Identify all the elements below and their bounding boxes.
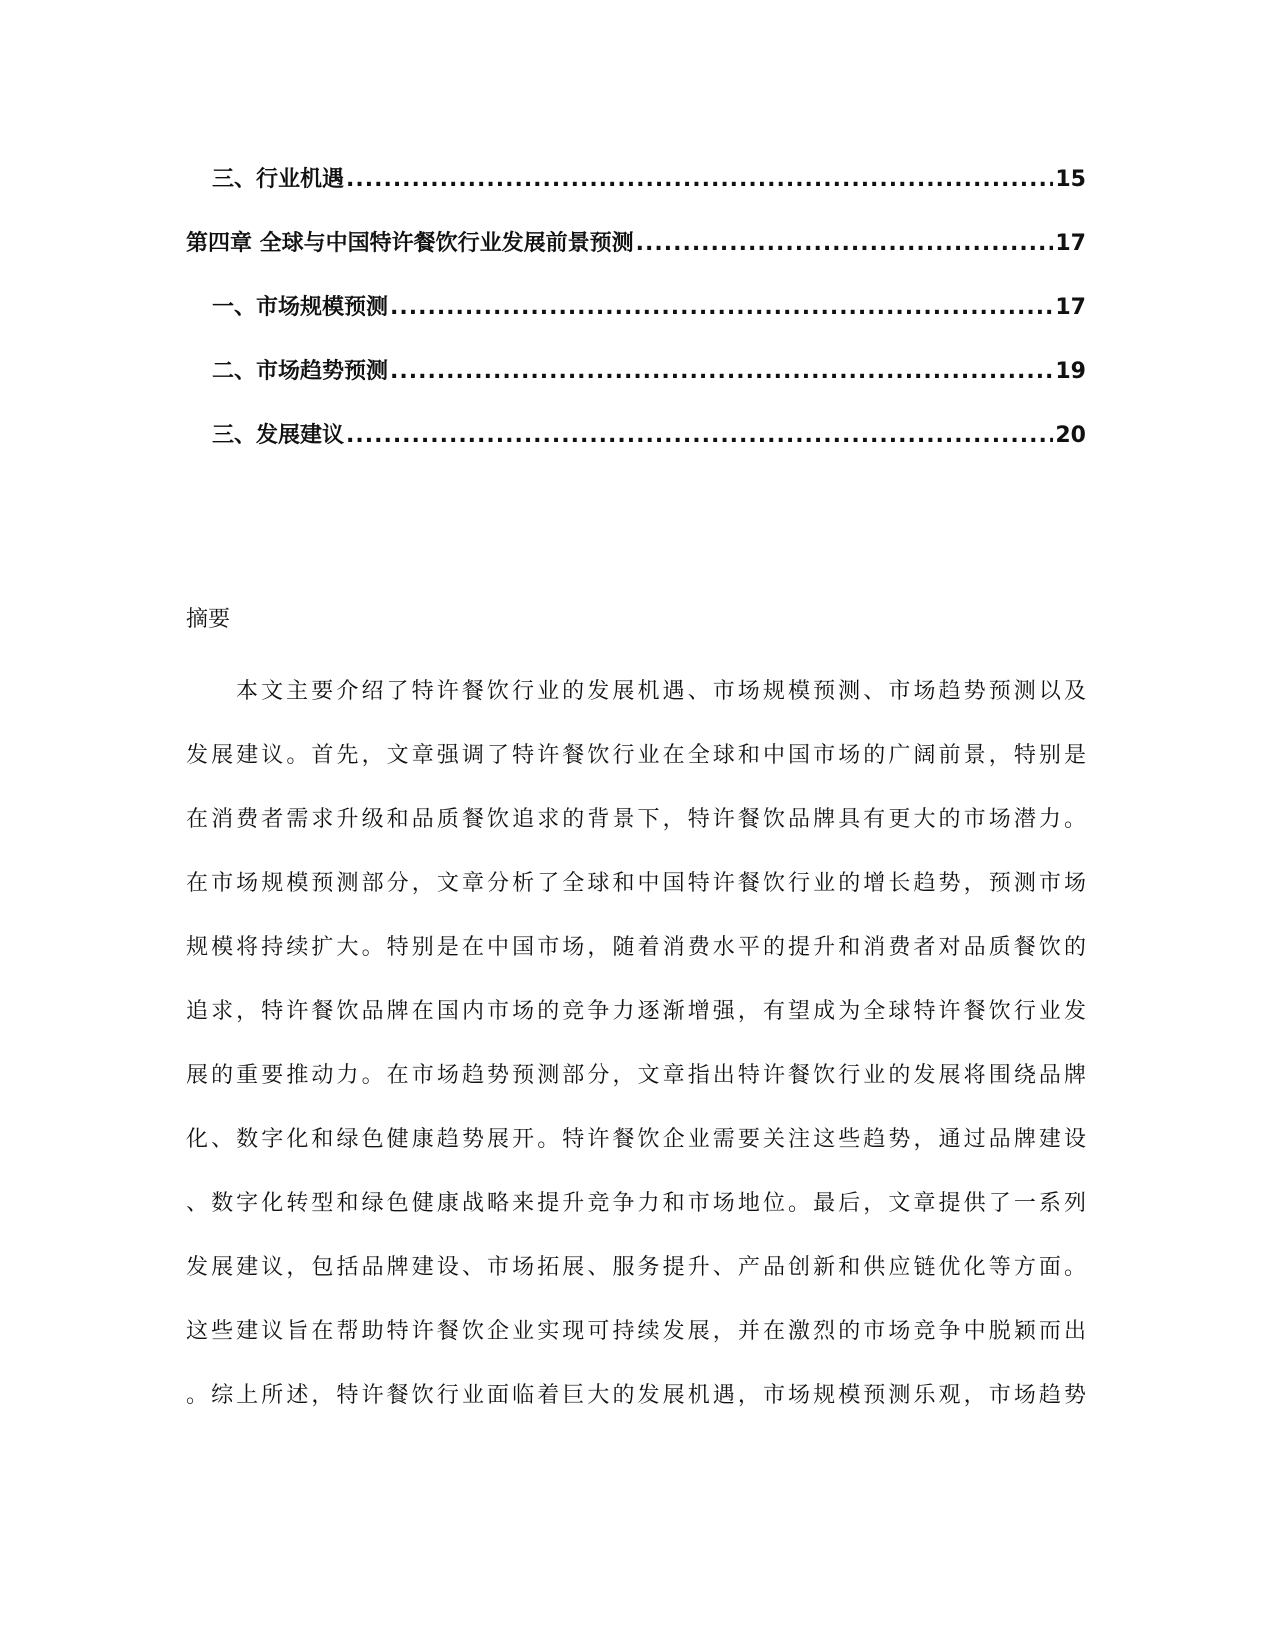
toc-entry-page: 19 <box>1055 359 1086 384</box>
abstract-line: 本文主要介绍了特许餐饮行业的发展机遇、市场规模预测、市场趋势预测以及 <box>236 679 1086 704</box>
toc-entry-title: 第四章 全球与中国特许餐饮行业发展前景预测 <box>186 231 634 256</box>
abstract-line: 发展建议，包括品牌建设、市场拓展、服务提升、产品创新和供应链优化等方面。 <box>186 1255 1086 1280</box>
toc-entry-number: 三、 <box>212 167 257 192</box>
toc-leader-dots <box>636 212 1054 276</box>
abstract-line: 化、数字化和绿色健康趋势展开。特许餐饮企业需要关注这些趋势，通过品牌建设 <box>186 1127 1086 1152</box>
abstract-line: 这些建议旨在帮助特许餐饮企业实现可持续发展，并在激烈的市场竞争中脱颖而出 <box>186 1319 1086 1344</box>
abstract-line: 、数字化转型和绿色健康战略来提升竞争力和市场地位。最后，文章提供了一系列 <box>186 1191 1086 1216</box>
abstract-line: 。综上所述，特许餐饮行业面临着巨大的发展机遇，市场规模预测乐观，市场趋势 <box>186 1383 1086 1408</box>
toc-entry-page: 17 <box>1055 231 1086 256</box>
toc-entry-page: 17 <box>1055 295 1086 320</box>
abstract-line: 追求，特许餐饮品牌在国内市场的竞争力逐渐增强，有望成为全球特许餐饮行业发 <box>186 999 1086 1024</box>
toc-entry-industry-opportunities[interactable] <box>186 148 1086 212</box>
table-of-contents <box>186 148 1086 468</box>
toc-entry-title: 发展建议 <box>256 423 345 448</box>
toc-entry-number: 一、 <box>212 295 257 320</box>
toc-leader-dots <box>346 148 1053 212</box>
abstract-body <box>186 660 1086 1428</box>
toc-entry-title: 市场趋势预测 <box>256 359 389 384</box>
abstract-line: 规模将持续扩大。特别是在中国市场，随着消费水平的提升和消费者对品质餐饮的 <box>186 935 1086 960</box>
toc-entry-development-suggestions[interactable] <box>186 404 1086 468</box>
toc-entry-title: 行业机遇 <box>256 167 345 192</box>
toc-entry-page: 15 <box>1055 167 1086 192</box>
toc-leader-dots <box>390 340 1053 404</box>
abstract-heading: 摘要 <box>186 607 231 632</box>
abstract-line: 在消费者需求升级和品质餐饮追求的背景下，特许餐饮品牌具有更大的市场潜力。 <box>186 807 1086 832</box>
toc-entry-market-size-forecast[interactable] <box>186 276 1086 340</box>
toc-entry-chapter-four[interactable] <box>186 212 1086 276</box>
toc-entry-number: 三、 <box>212 423 257 448</box>
toc-entry-title: 市场规模预测 <box>256 295 389 320</box>
toc-leader-dots <box>346 404 1053 468</box>
abstract-line: 展的重要推动力。在市场趋势预测部分，文章指出特许餐饮行业的发展将围绕品牌 <box>186 1063 1086 1088</box>
toc-leader-dots <box>390 276 1053 340</box>
toc-entry-page: 20 <box>1055 423 1086 448</box>
abstract-line: 发展建议。首先，文章强调了特许餐饮行业在全球和中国市场的广阔前景，特别是 <box>186 743 1086 768</box>
toc-entry-market-trend-forecast[interactable] <box>186 340 1086 404</box>
toc-entry-number: 二、 <box>212 359 257 384</box>
abstract-line: 在市场规模预测部分，文章分析了全球和中国特许餐饮行业的增长趋势，预测市场 <box>186 871 1086 896</box>
